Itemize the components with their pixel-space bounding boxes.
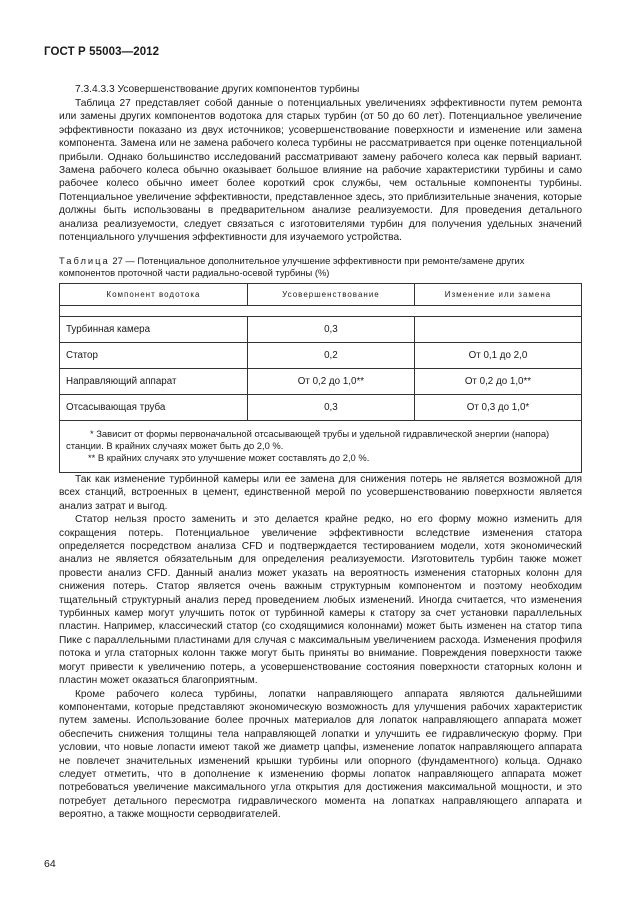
row-replacement: От 0,3 до 1,0* [414,395,581,421]
row-replacement [414,317,581,343]
page-number: 64 [44,858,56,870]
table-row [60,343,582,369]
row-component: Отсасывающая труба [60,395,248,421]
table-notes-row [60,421,582,473]
table-caption-text: 27 — Потенциальное дополнительное улучшение эффективности при ремонте/замене других компонентов проточной части радиально-осевой турбины (%) [59,255,525,278]
header-component: Компонент водотока [60,284,248,306]
row-improvement: 0,3 [247,317,414,343]
body-text [59,473,582,822]
row-improvement: От 0,2 до 1,0** [247,369,414,395]
intro-paragraph: Таблица 27 представляет собой данные о потенциальных увеличениях эффективности путем ремонта или замены других компонентов водотока для старых турбин (от 50 до 60 лет). Потенциальное увеличение эффективности показано из двух источников; усовершенствование поверхности и изменение или замена компонента. Замена или не замена рабочего колеса турбины не рассматривается при оценке потенциальной прибыли. Однако большинство исследований рассматривают замену рабочего колеса как первый вариант. Замена рабочего колеса обычно оказывает большое влияние на рабочие характеристики турбины и само рабочее колесо обычно имеет более короткий срок службы, чем остальные компоненты турбины. Потенциальное увеличение эффективности, представленное здесь, это приблизительные значения, которые должны быть использованы в предварительном анализе реализуемости. Для проведения детального анализа реализуемости, следует связаться с изготовителями турбин для получения удельных значений потенциального улучшения эффективности для изучаемого устройства. [59,98,582,244]
table-caption [59,255,582,279]
table-row [60,317,582,343]
body-paragraph-2: Статор нельзя просто заменить и это делается крайне редко, но его форму можно изменить для сокращения потерь. Потенциальное увеличение эффективности вследствие изменения статора определяется посредством анализа CFD и подтверждается тестированием модели, хотя экономический анализ не является обязательным для определения реализуемости. Изготовитель турбин также может провести анализ CFD. Данный анализ может указать на вероятность изменения статорных колонн для снижения потерь. Статор является очень важным структурным компонентом и поэтому необходим тщательный структурный анализ перед проведением любых изменений. Иногда считается, что изменения турбинных камер могут улучшить поток от турбинной камеры к статору за счет установки параллельных пластин. Например, классический статор (со сходящимися колоннами) может быть изменен на статор типа Пике с параллельными пластинами для случая с максимальным увеличением расхода. Изменения профиля потока и угла статорных колонн также могут быть приняты во внимание. Повреждения поверхности также могут привести к увеличению потерь, а усовершенствование состояния поверхности статорных колонн и пластин может оказаться благоприятным. [59,514,582,687]
row-component: Турбинная камера [60,317,248,343]
table-note-2: ** В крайних случаях это улучшение может составлять до 2,0 %. [88,452,370,463]
table-caption-label: Таблица [59,255,110,266]
row-improvement: 0,3 [247,395,414,421]
efficiency-table [59,283,582,473]
section-heading: 7.3.4.3.3 Усовершенствование других компонентов турбины [75,84,360,95]
body-paragraph-1: Так как изменение турбинной камеры или ее замена для снижения потерь не является возможной для всех станций, встроенных в цемент, единственной мерой по усовершенствованию поверхности является анализ затрат и выгод. [59,474,582,512]
header-replacement: Изменение или замена [414,284,581,306]
row-replacement: От 0,1 до 2,0 [414,343,581,369]
row-component: Статор [60,343,248,369]
row-replacement: От 0,2 до 1,0** [414,369,581,395]
header-improvement: Усовершенствование [247,284,414,306]
body-paragraph-3: Кроме рабочего колеса турбины, лопатки направляющего аппарата являются дальнейшими компонентами, которые представляют экономическую возможность для улучшения рабочих характеристик путем замены. Использование более прочных материалов для лопаток направляющего аппарата может обеспечить снижения толщины тела направляющей лопатки и улучшить ее гидравлическую форму. При условии, что новые лопасти имеют такой же диаметр цапфы, изменение лопаток направляющего аппарата не повлечет значительных изменений крышки турбины или опорного (фундаментного) кольца. Однако следует отметить, что в дополнение к изменению формы лопаток направляющего аппарата может потребоваться увеличение максимального угла открытия для достижения максимальной мощности, и это потребует детального пересмотра гидравлического момента на лопатках направляющего аппарата и вероятно, а также мощности серводвигателей. [59,688,582,821]
table-row [60,306,582,317]
table-header-row [60,284,582,306]
table-note-1: * Зависит от формы первоначальной отсасывающей трубы и удельной гидравлической энергии (напора) станции. В крайних случаях может быть до 2,0 %. [66,428,550,451]
document-header: ГОСТ Р 55003—2012 [44,46,160,58]
row-component: Направляющий аппарат [60,369,248,395]
intro-block [59,97,582,244]
table-notes [60,421,582,473]
table-row [60,369,582,395]
row-improvement: 0,2 [247,343,414,369]
table-row [60,395,582,421]
